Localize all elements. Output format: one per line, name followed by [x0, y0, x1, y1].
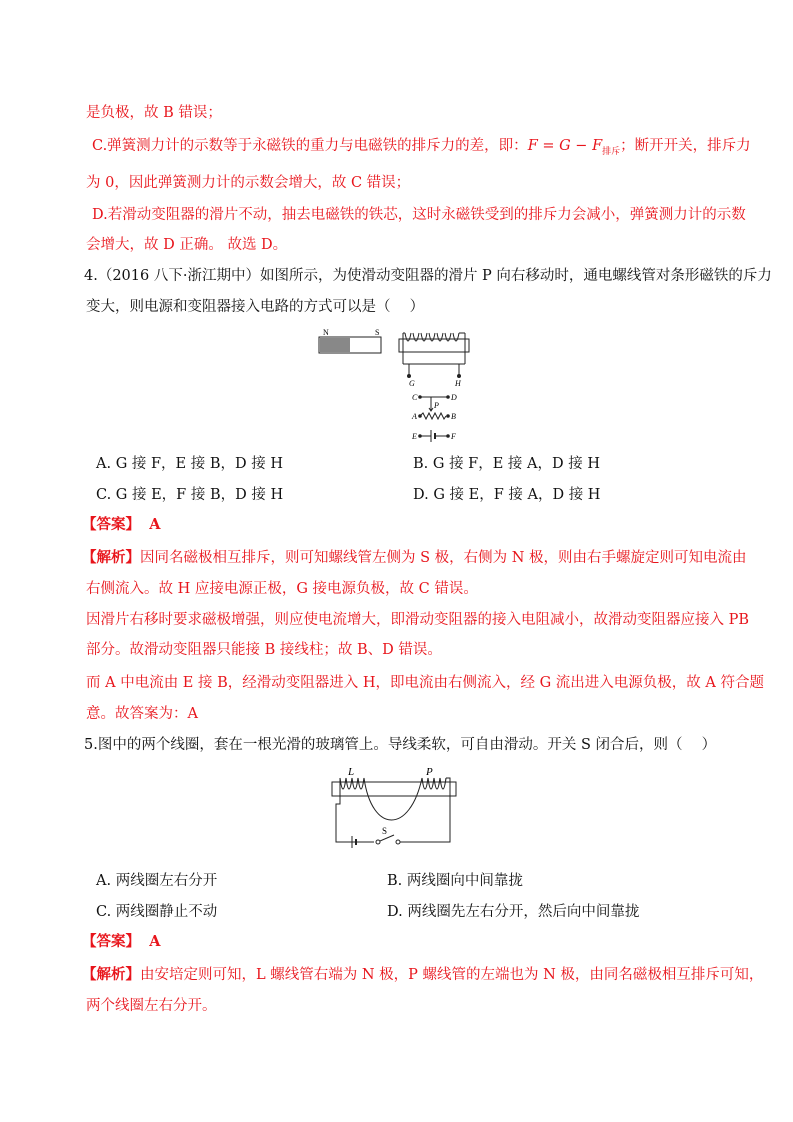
q5-coils-figure	[330, 764, 460, 854]
formula-main: F = G − F	[527, 138, 603, 154]
q4-stem-line-1: 4.（2016 八下·浙江期中）如图所示，为使滑动变阻器的滑片 P 向右移动时，通电螺线管对条形磁铁的斥力	[84, 268, 772, 284]
slider-p-label: P	[434, 401, 439, 410]
magnet-n-label: N	[323, 328, 329, 337]
q5-answer	[82, 932, 160, 952]
prev-option-c-text: C.弹簧测力计的示数等于永磁铁的重力与电磁铁的排斥力的差，即：	[92, 138, 528, 154]
coil-p-label: P	[426, 766, 433, 778]
q4-answer	[82, 515, 160, 535]
prev-option-c-line-2: 为 0，因此弹簧测力计的示数会增大，故 C 错误；	[86, 175, 411, 191]
terminal-a-label: A	[412, 412, 417, 421]
coil-l	[340, 778, 364, 789]
q4-analysis-line-6: 意。故答案为：A	[86, 706, 198, 722]
q5-analysis-line-1	[82, 965, 763, 985]
q4-analysis-line-3: 因滑片右移时要求磁极增强，则应使电流增大，即滑动变阻器的接入电阻减小，故滑动变阻器应接入 PB	[86, 612, 750, 628]
q4-circuit-figure	[310, 324, 500, 446]
q4-analysis-label: 【解析】	[82, 549, 140, 566]
q4-analysis-text-1: 因同名磁极相互排斥，则可知螺线管左侧为 S 极，右侧为 N 极，则由右手螺旋定则可知电流由	[140, 550, 747, 566]
q5-answer-value: A	[149, 933, 161, 950]
q5-analysis-line-2: 两个线圈左右分开。	[86, 998, 217, 1014]
q4-analysis-line-4: 部分。故滑动变阻器只能接 B 接线柱；故 B、D 错误。	[86, 642, 442, 658]
terminal-h-label: H	[455, 379, 461, 388]
terminal-d-label: D	[451, 393, 457, 402]
q4-answer-value: A	[149, 516, 161, 533]
q4-option-c: C. G 接 E，F 接 B，D 接 H	[96, 487, 284, 503]
terminal-b-label: B	[451, 412, 456, 421]
q5-analysis-text-1: 由安培定则可知，L 螺线管右端为 N 极，P 螺线管的左端也为 N 极，由同名磁极相互排斥可知，	[140, 967, 764, 983]
q4-answer-label: 【答案】	[82, 516, 140, 533]
battery	[419, 430, 450, 442]
q4-option-a: A. G 接 F，E 接 B，D 接 H	[96, 456, 283, 472]
q5-analysis-label: 【解析】	[82, 966, 140, 983]
q4-option-b: B. G 接 F，E 接 A，D 接 H	[413, 456, 600, 472]
solenoid	[399, 333, 469, 378]
bar-magnet	[319, 328, 381, 353]
q4-stem-line-2: 变大，则电源和变阻器接入电路的方式可以是（ ）	[86, 299, 425, 315]
q4-analysis-line-2: 右侧流入。故 H 应接电源正极，G 接电源负极，故 C 错误。	[86, 581, 478, 597]
q5-option-d: D. 两线圈先左右分开，然后向中间靠拢	[387, 904, 640, 920]
terminal-c-label: C	[412, 393, 418, 402]
q5-answer-label: 【答案】	[82, 933, 140, 950]
q4-analysis-line-1	[82, 548, 747, 568]
formula-subscript: 排斥	[602, 147, 621, 157]
magnet-s-label: S	[375, 328, 380, 337]
q5-stem: 5.图中的两个线圈，套在一根光滑的玻璃管上。导线柔软，可自由滑动。开关 S 闭合后，则（ ）	[84, 737, 717, 753]
q5-option-a: A. 两线圈左右分开	[96, 873, 218, 889]
battery	[336, 836, 374, 848]
prev-option-c-line-1	[92, 136, 751, 162]
prev-option-d-line-2: 会增大，故 D 正确。 故选 D。	[86, 237, 288, 253]
switch-s-label: S	[382, 826, 388, 836]
coil-p	[422, 778, 446, 789]
q4-analysis-line-5: 而 A 中电流由 E 接 B，经滑动变阻器进入 H，即电流由右侧流入，经 G 流出进入电源负极，故 A 符合题	[86, 675, 764, 691]
soft-wire	[336, 778, 450, 842]
q5-option-c: C. 两线圈静止不动	[96, 904, 218, 920]
switch-s	[376, 835, 400, 844]
prev-option-d-line-1: D.若滑动变阻器的滑片不动，抽去电磁铁的铁芯，这时永磁铁受到的排斥力会减小，弹簧测力计的示数	[92, 207, 746, 223]
terminal-g-label: G	[409, 379, 415, 388]
coil-l-label: L	[348, 766, 355, 778]
terminal-e-label: E	[412, 432, 417, 441]
q4-option-d: D. G 接 E，F 接 A，D 接 H	[413, 487, 601, 503]
terminal-f-label: F	[451, 432, 456, 441]
prev-option-c-tail: ；断开开关，排斥力	[620, 138, 751, 154]
prev-line-1: 是负极，故 B 错误；	[86, 105, 222, 121]
q5-option-b: B. 两线圈向中间靠拢	[387, 873, 523, 889]
